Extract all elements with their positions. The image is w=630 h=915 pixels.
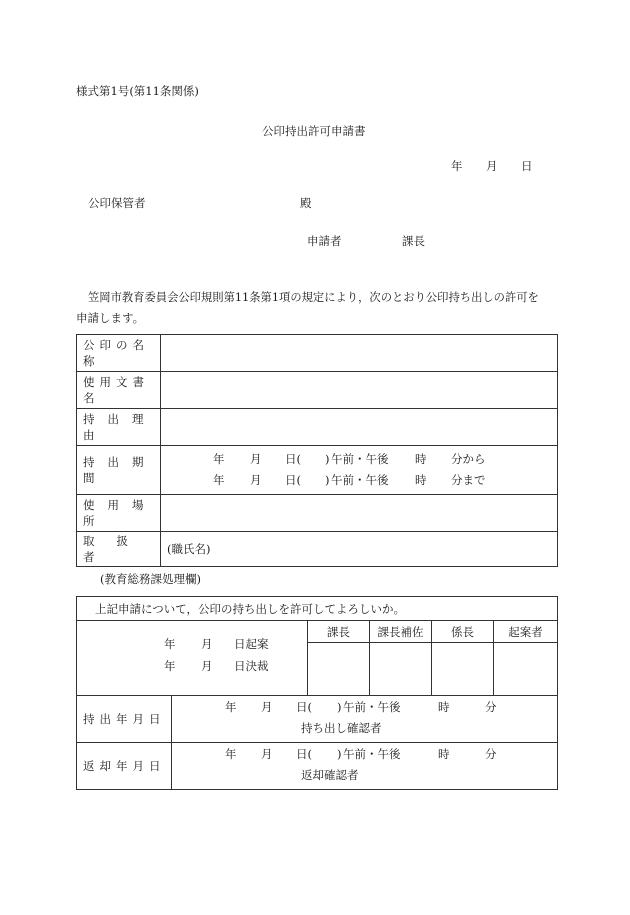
- decision-suffix: 日決裁: [234, 659, 269, 673]
- table-row: [77, 372, 558, 409]
- stamp-box-section-chief[interactable]: [308, 643, 370, 696]
- period-from-minute: 分から: [451, 452, 486, 466]
- checkout-date-field[interactable]: [172, 696, 558, 743]
- return-month: 月: [261, 747, 273, 761]
- return-day: 日(: [296, 747, 312, 761]
- row-label-return-date: 返却年月日: [77, 743, 172, 790]
- approval-table: [76, 596, 558, 790]
- table-row: [77, 621, 558, 643]
- period-to-ampm: 午前・午後: [331, 473, 389, 487]
- period-from-day: 日(: [285, 452, 301, 466]
- table-row: [77, 495, 558, 532]
- row-label-seal-name: 公印の名称: [77, 335, 161, 372]
- addressee-label: 公印保管者: [88, 196, 146, 210]
- table-row: [77, 597, 558, 621]
- application-table: [76, 334, 558, 567]
- office-section-label: (教育総務課処理欄): [100, 572, 201, 586]
- return-ampm: 午前・午後: [343, 747, 401, 761]
- row-label-document-name: 使用文書名: [77, 372, 161, 409]
- applicant-label: 申請者: [307, 234, 342, 248]
- checkout-confirmer: 持ち出し確認者: [301, 721, 382, 735]
- period-from-hour: 時: [415, 452, 427, 466]
- stamp-header-drafter: 起案者: [494, 621, 558, 643]
- date-year: 年: [451, 159, 463, 173]
- document-name-field[interactable]: [161, 372, 558, 409]
- return-hour: 時: [438, 747, 450, 761]
- table-row: [77, 532, 558, 567]
- reason-field[interactable]: [161, 409, 558, 446]
- return-date-field[interactable]: [172, 743, 558, 790]
- stamp-box-assistant-chief[interactable]: [370, 643, 432, 696]
- addressee-honorific: 殿: [300, 196, 312, 210]
- page-title: 公印持出許可申請書: [262, 124, 366, 138]
- table-row: [77, 696, 558, 743]
- draft-decision-cell: [77, 621, 308, 696]
- period-from-ampm: 午前・午後: [331, 452, 389, 466]
- table-row: [77, 335, 558, 372]
- approval-question: 上記申請について，公印の持ち出しを許可してよろしいか。: [77, 597, 558, 621]
- checkout-paren: ): [337, 700, 342, 714]
- return-year: 年: [225, 747, 237, 761]
- location-field[interactable]: [161, 495, 558, 532]
- form-number: 様式第1号(第11条関係): [76, 84, 199, 98]
- period-to-minute: 分まで: [451, 473, 486, 487]
- stamp-header-assistant-chief: 課長補佐: [370, 621, 432, 643]
- row-label-checkout-date: 持出年月日: [77, 696, 172, 743]
- applicant-position: 課長: [402, 234, 425, 248]
- period-from-month: 月: [250, 452, 262, 466]
- date-day: 日: [521, 159, 533, 173]
- return-confirmer: 返却確認者: [301, 768, 359, 782]
- checkout-month: 月: [261, 700, 273, 714]
- body-text-line2: 申請します。: [76, 311, 145, 325]
- decision-month: 月: [201, 659, 213, 673]
- checkout-year: 年: [225, 700, 237, 714]
- checkout-minute: 分: [485, 700, 497, 714]
- body-text-line1: 笠岡市教育委員会公印規則第11条第1項の規定により，次のとおり公印持ち出しの許可を: [88, 291, 539, 304]
- return-minute: 分: [485, 747, 497, 761]
- period-to-day: 日(: [285, 473, 301, 487]
- period-from-paren: ): [325, 452, 330, 466]
- handler-field[interactable]: [161, 532, 558, 567]
- period-to-hour: 時: [415, 473, 427, 487]
- table-row: [77, 743, 558, 790]
- stamp-box-subsection-chief[interactable]: [432, 643, 494, 696]
- decision-year: 年: [164, 659, 176, 673]
- period-to-paren: ): [325, 473, 330, 487]
- stamp-box-drafter[interactable]: [494, 643, 558, 696]
- table-row: [77, 446, 558, 495]
- handler-hint: (職氏名): [167, 542, 211, 556]
- checkout-day: 日(: [296, 700, 312, 714]
- seal-name-field[interactable]: [161, 335, 558, 372]
- period-to-year: 年: [213, 473, 225, 487]
- period-from-year: 年: [213, 452, 225, 466]
- period-to-month: 月: [250, 473, 262, 487]
- row-label-period: 持出期間: [77, 446, 161, 495]
- row-label-location: 使用場所: [77, 495, 161, 532]
- stamp-header-subsection-chief: 係長: [432, 621, 494, 643]
- return-paren: ): [337, 747, 342, 761]
- checkout-hour: 時: [438, 700, 450, 714]
- stamp-header-section-chief: 課長: [308, 621, 370, 643]
- draft-month: 月: [201, 637, 213, 651]
- period-field[interactable]: [161, 446, 558, 495]
- draft-year: 年: [164, 637, 176, 651]
- row-label-reason: 持出理由: [77, 409, 161, 446]
- date-month: 月: [486, 159, 498, 173]
- draft-suffix: 日起案: [234, 637, 269, 651]
- row-label-handler: 取扱者: [77, 532, 161, 567]
- checkout-ampm: 午前・午後: [343, 700, 401, 714]
- table-row: [77, 409, 558, 446]
